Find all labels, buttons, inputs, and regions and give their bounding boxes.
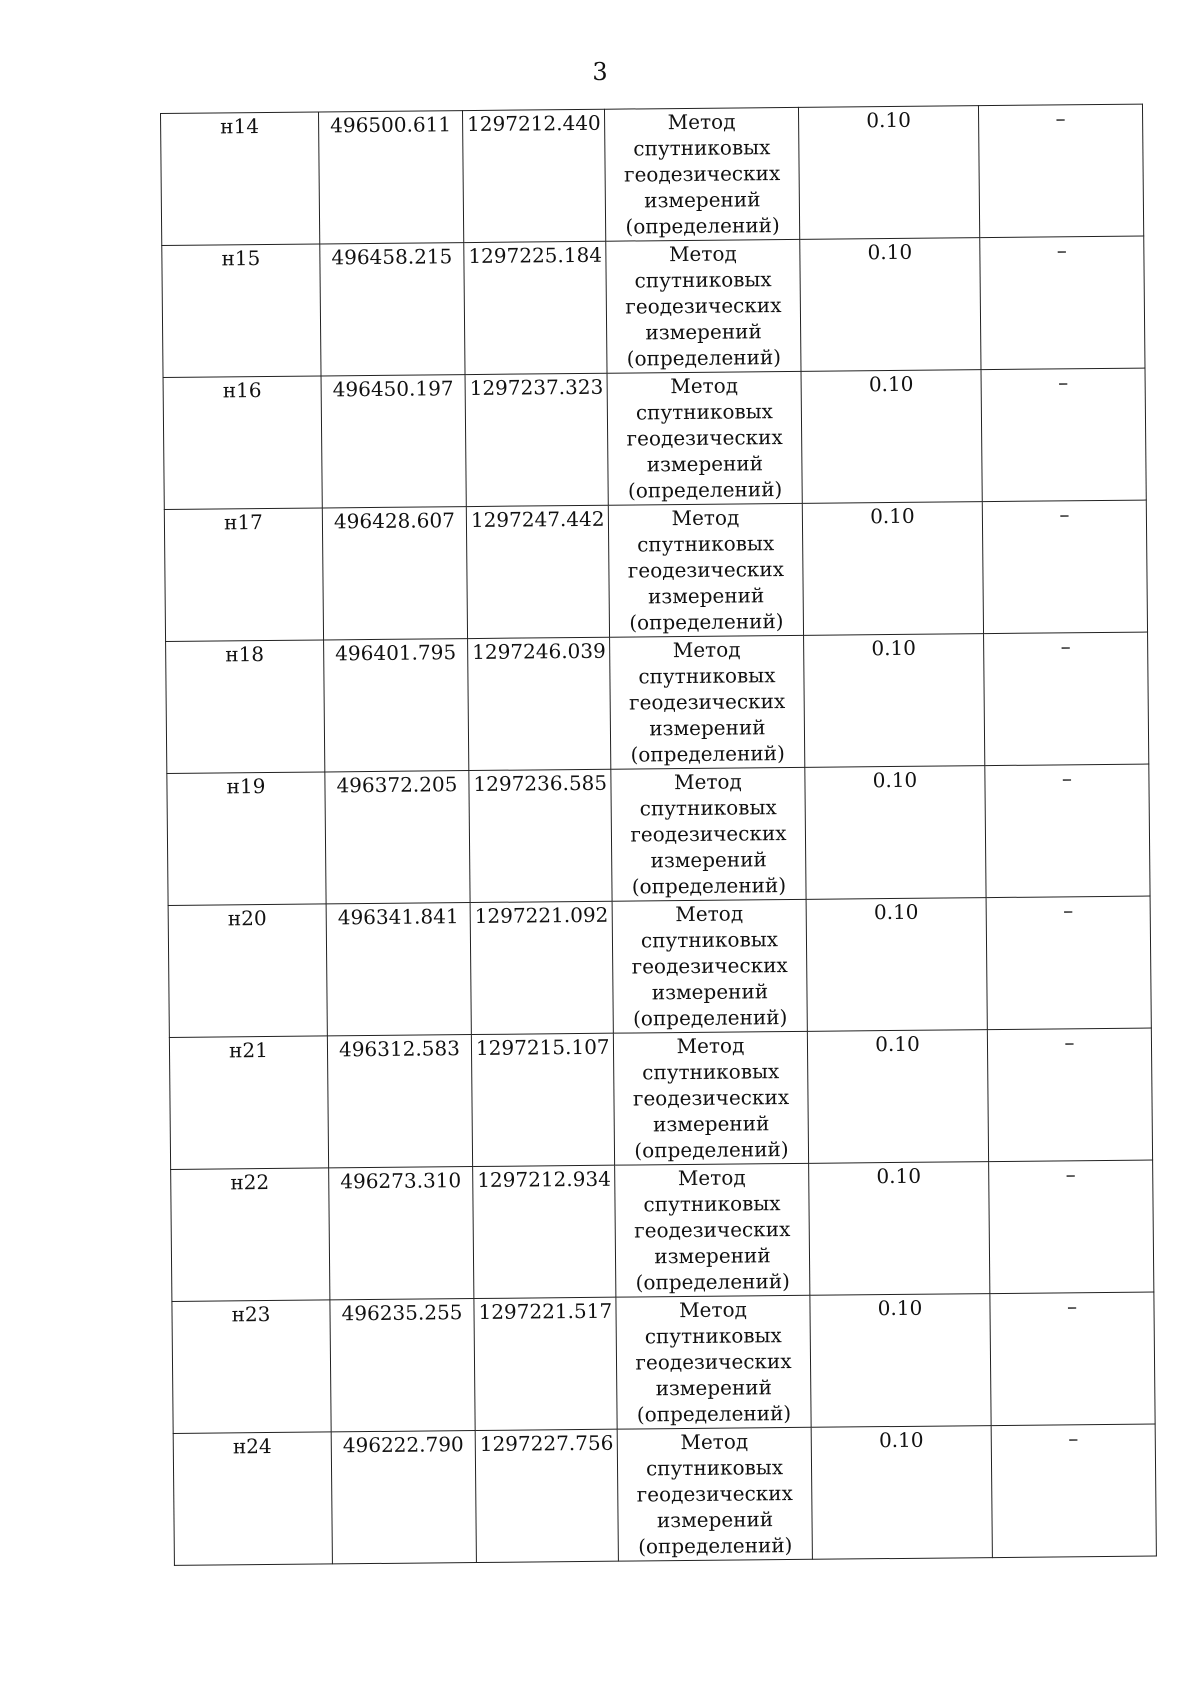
note-cell: – [982,500,1147,634]
note-cell: – [986,896,1151,1030]
point-name-cell: н19 [167,772,326,906]
coordinate-y-cell: 1297227.756 [475,1429,618,1562]
coordinate-y-cell: 1297236.585 [469,769,612,902]
method-cell: Метод спутниковых геодезических измерений (определений) [610,635,805,769]
table-row [163,368,1146,509]
point-name-cell: н16 [163,376,322,510]
accuracy-cell: 0.10 [811,1426,992,1560]
table-row [164,500,1147,641]
coordinate-x-cell: 496273.310 [329,1167,474,1300]
table-row [166,632,1149,773]
point-name-cell: н24 [173,1432,332,1566]
coordinate-x-cell: 496222.790 [331,1431,476,1564]
coordinate-y-cell: 1297237.323 [465,373,608,506]
method-cell: Метод спутниковых геодезических измерений (определений) [616,1295,811,1429]
note-cell: – [987,1028,1152,1162]
method-cell: Метод спутниковых геодезических измерений (определений) [607,371,802,505]
table-row [169,1028,1152,1169]
note-cell: – [978,104,1143,238]
coordinate-x-cell: 496372.205 [325,771,470,904]
coordinate-x-cell: 496235.255 [330,1299,475,1432]
coordinate-x-cell: 496341.841 [326,903,471,1036]
coordinate-x-cell: 496312.583 [327,1035,472,1168]
note-cell: – [991,1424,1156,1558]
coordinate-y-cell: 1297221.517 [474,1297,617,1430]
coordinate-x-cell: 496428.607 [322,507,467,640]
method-cell: Метод спутниковых геодезических измерений (определений) [615,1163,810,1297]
coordinate-y-cell: 1297221.092 [470,901,613,1034]
accuracy-cell: 0.10 [806,898,987,1032]
page-number: 3 [592,58,608,86]
point-name-cell: н14 [161,112,320,246]
method-cell: Метод спутниковых геодезических измерений (определений) [613,1031,808,1165]
point-name-cell: н22 [171,1168,330,1302]
coordinates-table [160,104,1157,1566]
note-cell: – [989,1160,1154,1294]
accuracy-cell: 0.10 [800,238,981,372]
coordinate-y-cell: 1297247.442 [466,505,609,638]
note-cell: – [984,632,1149,766]
point-name-cell: н18 [166,640,325,774]
accuracy-cell: 0.10 [807,1030,988,1164]
coordinate-y-cell: 1297215.107 [471,1033,614,1166]
coordinate-x-cell: 496450.197 [321,375,466,508]
accuracy-cell: 0.10 [798,106,979,240]
coordinate-x-cell: 496458.215 [320,243,465,376]
point-name-cell: н15 [162,244,321,378]
accuracy-cell: 0.10 [810,1294,991,1428]
method-cell: Метод спутниковых геодезических измерений (определений) [617,1427,812,1561]
method-cell: Метод спутниковых геодезических измерений (определений) [612,899,807,1033]
coordinate-y-cell: 1297246.039 [468,637,611,770]
table-row [167,764,1150,905]
method-cell: Метод спутниковых геодезических измерений (определений) [608,503,803,637]
note-cell: – [981,368,1146,502]
point-name-cell: н21 [169,1036,328,1170]
accuracy-cell: 0.10 [801,370,982,504]
point-name-cell: н20 [168,904,327,1038]
point-name-cell: н23 [172,1300,331,1434]
coordinate-y-cell: 1297212.934 [473,1165,616,1298]
note-cell: – [990,1292,1155,1426]
note-cell: – [985,764,1150,898]
table-row [173,1424,1156,1565]
coordinates-table-body [161,104,1157,1565]
table-row [162,236,1145,377]
coordinate-y-cell: 1297225.184 [464,241,607,374]
accuracy-cell: 0.10 [804,634,985,768]
point-name-cell: н17 [164,508,323,642]
accuracy-cell: 0.10 [805,766,986,900]
note-cell: – [980,236,1145,370]
table-row [168,896,1151,1037]
table-row [172,1292,1155,1433]
accuracy-cell: 0.10 [809,1162,990,1296]
coordinate-x-cell: 496500.611 [318,111,463,244]
coordinate-x-cell: 496401.795 [324,639,469,772]
accuracy-cell: 0.10 [802,502,983,636]
method-cell: Метод спутниковых геодезических измерений (определений) [606,239,801,373]
method-cell: Метод спутниковых геодезических измерений (определений) [604,107,799,241]
coordinate-y-cell: 1297212.440 [462,109,605,242]
method-cell: Метод спутниковых геодезических измерений (определений) [611,767,806,901]
table-row [161,104,1144,245]
table-row [171,1160,1154,1301]
